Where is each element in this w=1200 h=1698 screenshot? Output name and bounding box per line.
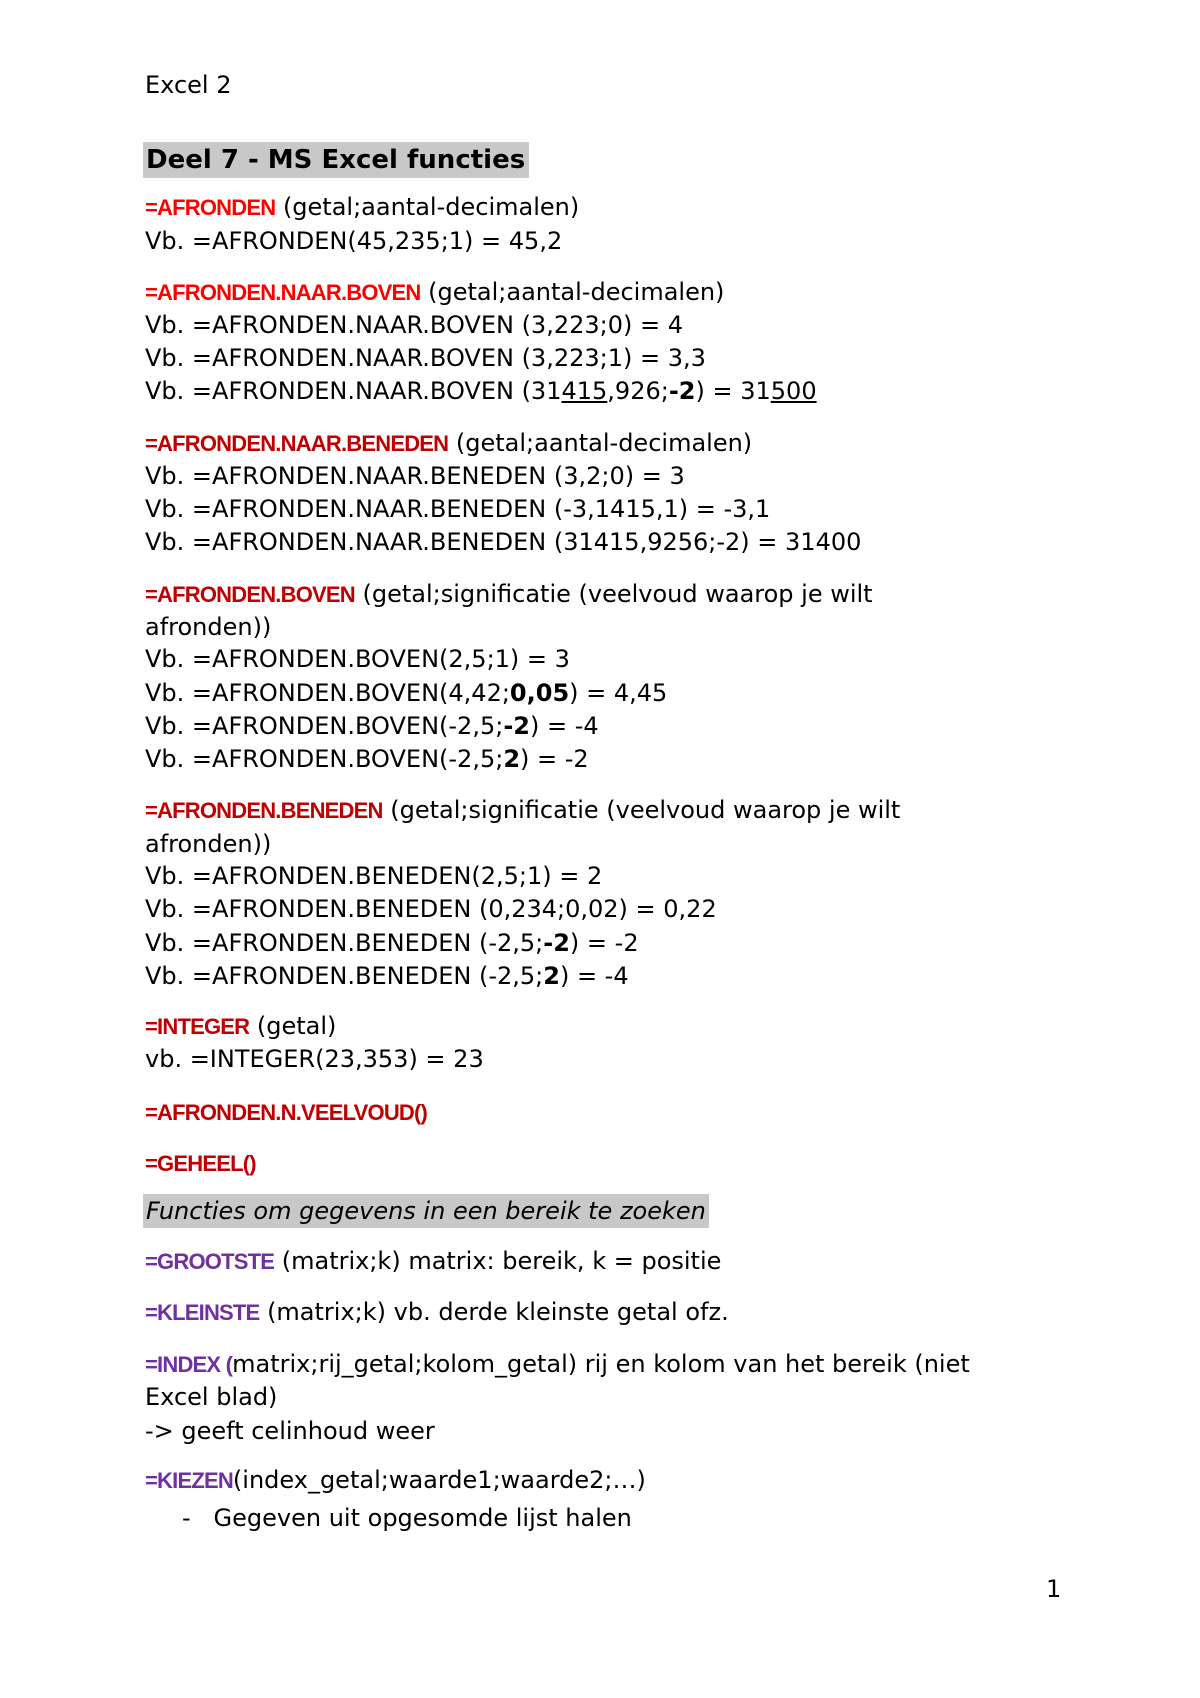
text-line xyxy=(145,828,271,860)
text-segment: -2 xyxy=(668,377,696,405)
text-segment: (getal;aantal-decimalen) xyxy=(448,429,753,457)
text-segment: ) = -4 xyxy=(559,962,629,990)
text-segment: (index_getal;waarde1;waarde2;…) xyxy=(232,1466,646,1494)
text-line xyxy=(145,1147,256,1180)
text-line xyxy=(145,1415,435,1447)
function-name: =KLEINSTE xyxy=(145,1300,260,1325)
text-segment: ) = 4,45 xyxy=(569,679,668,707)
text-segment: Vb. =AFRONDEN.BENEDEN (-2,5; xyxy=(145,962,544,990)
text-segment: 500 xyxy=(770,377,817,405)
text-segment: (getal;aantal-decimalen) xyxy=(420,278,725,306)
function-name: =GROOTSTE xyxy=(145,1249,275,1274)
text-segment: (getal;significatie (veelvoud waarop je wilt xyxy=(382,796,901,824)
text-segment: 415 xyxy=(561,377,608,405)
text-segment: -2 xyxy=(543,929,570,957)
text-line xyxy=(145,191,579,224)
function-name: =KIEZEN xyxy=(145,1468,233,1493)
text-segment: (matrix;k) vb. derde kleinste getal ofz. xyxy=(259,1298,729,1326)
text-line xyxy=(145,1043,484,1075)
text-line xyxy=(145,710,599,742)
text-segment: Excel blad) xyxy=(145,1383,278,1411)
text-segment: afronden)) xyxy=(145,613,272,641)
function-name: =AFRONDEN.BENEDEN xyxy=(145,798,383,823)
text-segment: - Gegeven uit opgesomde lijst halen xyxy=(182,1504,632,1532)
text-line xyxy=(145,643,570,675)
text-segment: Vb. =AFRONDEN.NAAR.BENEDEN (-3,1415,1) = -3,1 xyxy=(145,495,771,523)
text-line xyxy=(145,526,861,558)
text-segment: Vb. =AFRONDEN.NAAR.BENEDEN (3,2;0) = 3 xyxy=(145,462,685,490)
text-line xyxy=(145,427,752,460)
text-line xyxy=(145,1296,729,1329)
page-number: 1 xyxy=(1046,1575,1062,1603)
text-segment: Vb. =AFRONDEN.BOVEN(-2,5; xyxy=(145,745,504,773)
text-segment: vb. =INTEGER(23,353) = 23 xyxy=(145,1045,484,1073)
function-name: =AFRONDEN xyxy=(145,195,276,220)
text-segment: 2 xyxy=(543,962,560,990)
text-line xyxy=(145,960,629,992)
text-segment: Vb. =AFRONDEN.NAAR.BENEDEN (31415,9256;-2) = 31400 xyxy=(145,528,862,556)
function-name: =INDEX ( xyxy=(145,1352,233,1377)
text-segment: -> geeft celinhoud weer xyxy=(145,1417,435,1445)
text-line xyxy=(145,493,770,525)
text-segment: (getal;significatie (veelvoud waarop je wilt xyxy=(354,580,873,608)
text-line xyxy=(145,1010,336,1043)
section-title: Deel 7 - MS Excel functies xyxy=(143,142,529,178)
function-name: =AFRONDEN.NAAR.BENEDEN xyxy=(145,431,449,456)
text-segment: ) = -4 xyxy=(529,712,599,740)
text-line xyxy=(145,225,562,257)
text-line xyxy=(145,611,271,643)
text-line xyxy=(145,860,602,892)
text-segment: 0,05 xyxy=(509,679,570,707)
function-name: =AFRONDEN.N.VEELVOUD() xyxy=(145,1100,428,1125)
text-segment: ,926; xyxy=(607,377,669,405)
text-segment: Vb. =AFRONDEN.BOVEN(-2,5; xyxy=(145,712,504,740)
text-segment: 2 xyxy=(503,745,521,773)
text-segment: Vb. =AFRONDEN.BENEDEN (-2,5; xyxy=(145,929,544,957)
text-segment: afronden)) xyxy=(145,830,272,858)
section-subtitle: Functies om gegevens in een bereik te zoeken xyxy=(143,1194,709,1228)
text-line xyxy=(145,794,900,827)
text-segment: Vb. =AFRONDEN.BOVEN(2,5;1) = 3 xyxy=(145,645,570,673)
text-line xyxy=(145,743,589,775)
text-segment: ) = 31 xyxy=(695,377,771,405)
function-name: =AFRONDEN.NAAR.BOVEN xyxy=(145,280,421,305)
text-segment: -2 xyxy=(503,712,530,740)
text-line xyxy=(145,1381,277,1413)
text-line xyxy=(145,342,706,374)
text-segment: Vb. =AFRONDEN.BENEDEN(2,5;1) = 2 xyxy=(145,862,603,890)
text-line xyxy=(145,309,683,341)
text-line xyxy=(145,1464,646,1497)
text-segment: Vb. =AFRONDEN.BENEDEN (0,234;0,02) = 0,22 xyxy=(145,895,717,923)
text-line xyxy=(145,1245,721,1278)
text-segment: (getal;aantal-decimalen) xyxy=(275,193,580,221)
text-line xyxy=(145,276,724,309)
text-line xyxy=(145,460,685,492)
text-segment: matrix;rij_getal;kolom_getal) rij en kolom van het bereik (niet xyxy=(232,1350,970,1378)
text-segment: ) = -2 xyxy=(520,745,589,773)
text-line xyxy=(145,578,873,611)
text-segment: Vb. =AFRONDEN.NAAR.BOVEN (3,223;0) = 4 xyxy=(145,311,683,339)
function-name: =INTEGER xyxy=(145,1014,250,1039)
text-line xyxy=(145,375,817,407)
text-segment: ) = -2 xyxy=(569,929,639,957)
function-name: =GEHEEL() xyxy=(145,1151,256,1176)
bullet-item xyxy=(182,1502,632,1534)
text-segment: (matrix;k) matrix: bereik, k = positie xyxy=(274,1247,722,1275)
function-name: =AFRONDEN.BOVEN xyxy=(145,582,355,607)
text-line xyxy=(145,677,667,709)
text-segment: Vb. =AFRONDEN(45,235;1) = 45,2 xyxy=(145,227,563,255)
text-line xyxy=(145,1348,970,1381)
text-segment: Vb. =AFRONDEN.NAAR.BOVEN (31 xyxy=(145,377,562,405)
text-segment: (getal) xyxy=(249,1012,337,1040)
text-segment: Vb. =AFRONDEN.NAAR.BOVEN (3,223;1) = 3,3 xyxy=(145,344,706,372)
text-line xyxy=(145,1096,427,1129)
page-header: Excel 2 xyxy=(145,71,232,99)
text-line xyxy=(145,927,639,959)
text-line xyxy=(145,893,717,925)
text-segment: Vb. =AFRONDEN.BOVEN(4,42; xyxy=(145,679,510,707)
